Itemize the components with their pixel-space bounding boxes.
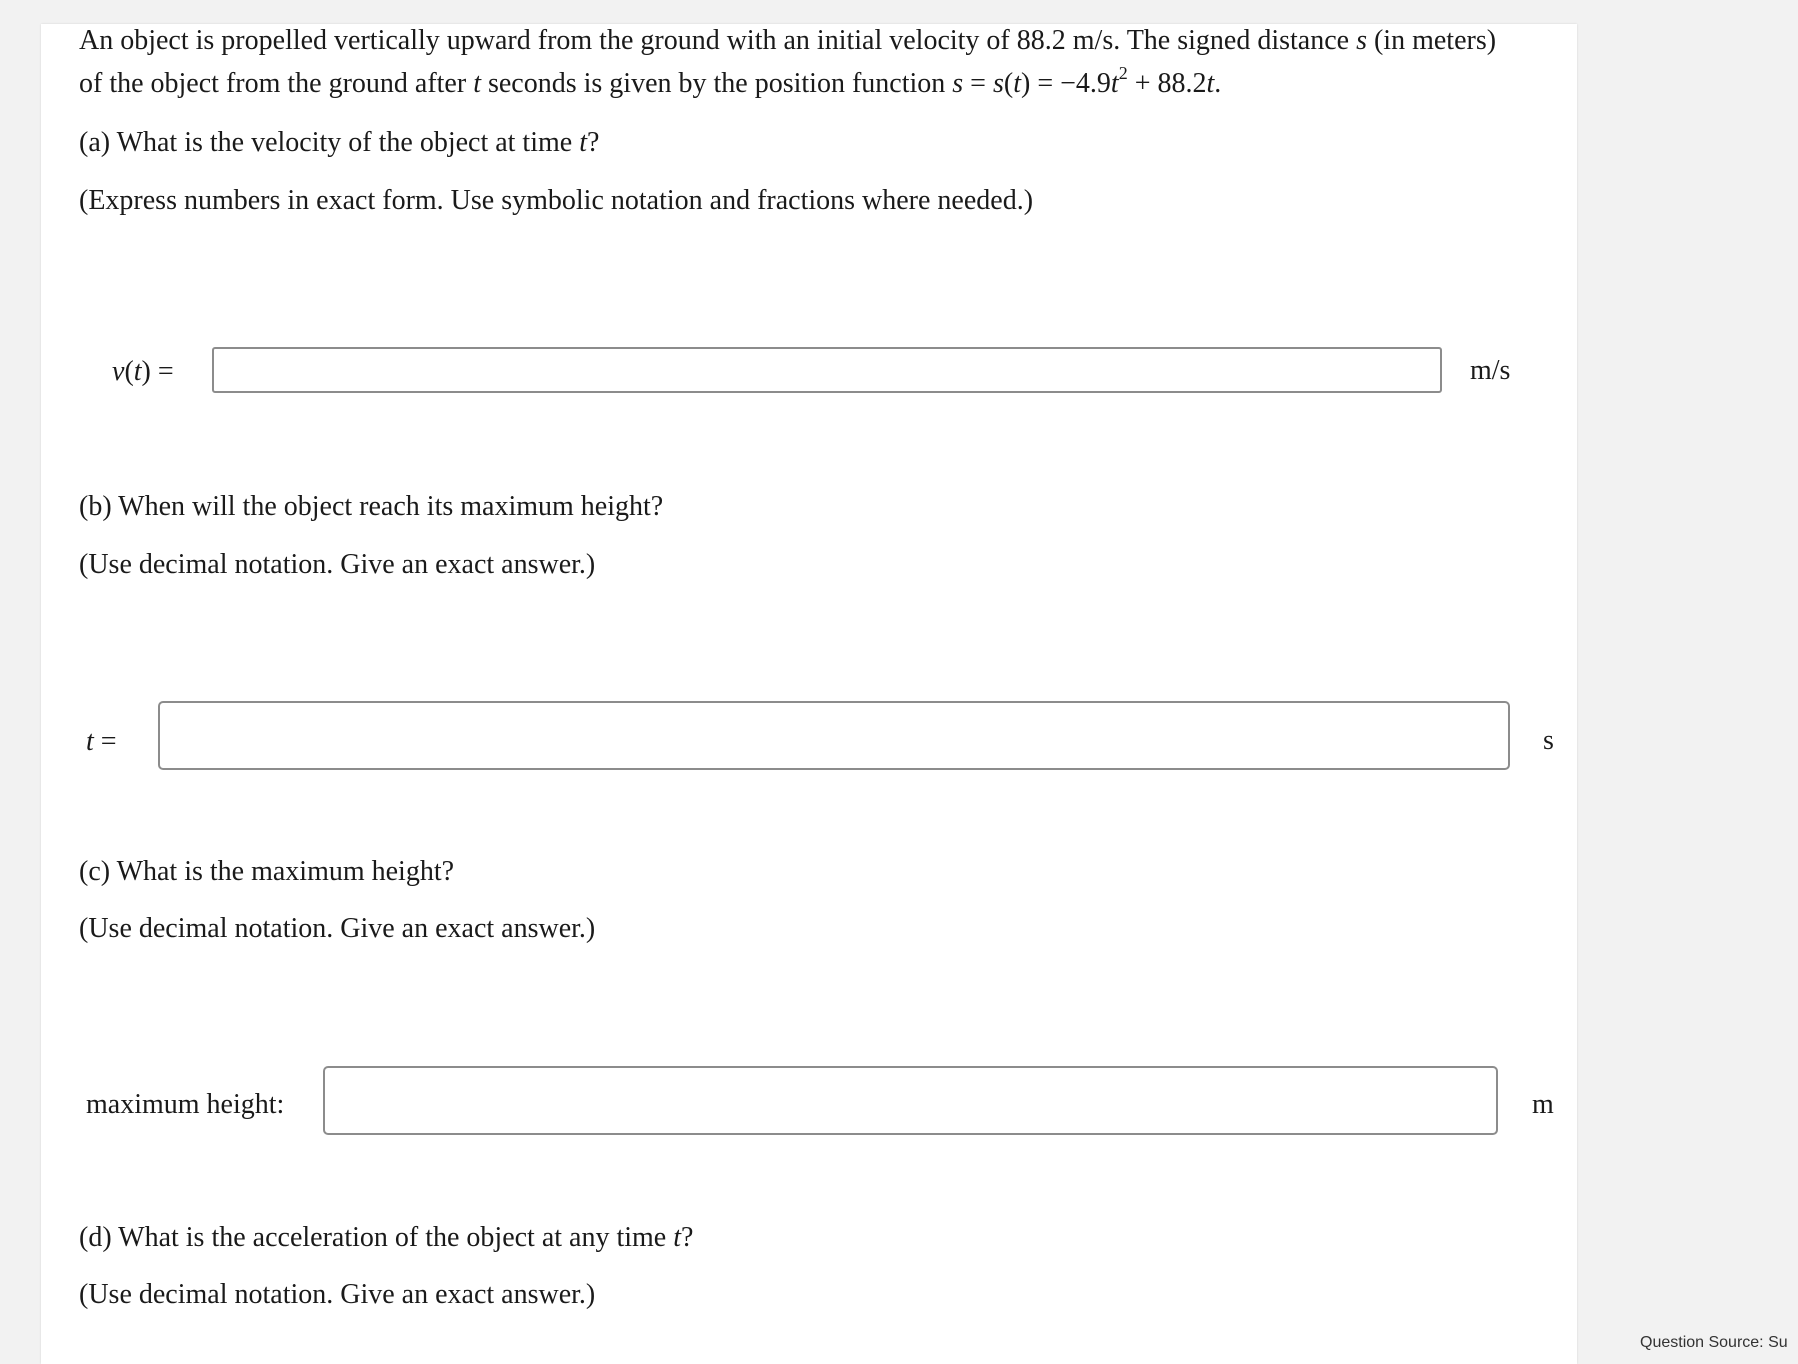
- problem-line-2: of the object from the ground after t seconds is given by the position function $s = s(t) = -4.9t^2 + 88.2t$.: [79, 62, 1222, 99]
- max-height-label: maximum height:: [86, 1089, 285, 1120]
- velocity-func: v: [112, 356, 125, 387]
- part-d-question: [79, 1216, 693, 1260]
- formula-eq: =: [970, 68, 986, 99]
- velocity-label: v(t) =: [112, 356, 174, 387]
- question-card: [41, 24, 1577, 1364]
- time-input[interactable]: [158, 701, 1510, 770]
- formula-s: s: [952, 68, 964, 99]
- variable-t: t: [133, 356, 142, 387]
- part-b-question: (b) When will the object reach its maximum height?: [79, 491, 664, 522]
- problem-text: of the object from the ground after: [79, 68, 467, 99]
- problem-text: (in meters): [1373, 25, 1497, 56]
- problem-text: seconds is given by the position function: [487, 68, 946, 99]
- formula-plus: + 88.2: [1134, 68, 1207, 99]
- velocity-unit: m/s: [1470, 355, 1511, 386]
- velocity-input[interactable]: [212, 347, 1442, 393]
- equals-sign: =: [100, 726, 117, 757]
- variable-t: t: [86, 726, 94, 757]
- time-unit: s: [1543, 725, 1554, 756]
- variable-t: t: [473, 68, 481, 99]
- formula-t: t: [1110, 68, 1119, 99]
- part-d-instruction: (Use decimal notation. Give an exact answer.): [79, 1279, 596, 1310]
- question-mark: ?: [681, 1222, 694, 1253]
- formula-period: .: [1214, 68, 1222, 99]
- question-mark: ?: [586, 127, 600, 158]
- part-b-instruction: (Use decimal notation. Give an exact answer.): [79, 549, 596, 580]
- variable-t: t: [673, 1222, 682, 1253]
- formula-t: t: [1013, 68, 1021, 99]
- formula-s-func: s: [992, 68, 1004, 99]
- question-text: (a) What is the velocity of the object at time: [79, 127, 573, 158]
- variable-t: t: [579, 127, 587, 158]
- formula-exponent: 2: [1118, 62, 1128, 83]
- max-height-unit: m: [1532, 1089, 1554, 1120]
- part-c-instruction: (Use decimal notation. Give an exact answer.): [79, 913, 596, 944]
- problem-line-1: [79, 19, 1496, 63]
- variable-s: s: [1356, 25, 1367, 56]
- formula-t: t: [1206, 68, 1215, 99]
- max-height-input[interactable]: [323, 1066, 1498, 1135]
- question-text: (d) What is the acceleration of the object at any time: [79, 1222, 667, 1253]
- part-c-question: (c) What is the maximum height?: [79, 856, 455, 887]
- part-a-instruction: (Express numbers in exact form. Use symbolic notation and fractions where needed.): [79, 185, 1034, 216]
- question-source: Question Source: Su: [1640, 1334, 1788, 1351]
- formula-coef: = −4.9: [1037, 68, 1111, 99]
- problem-text: An object is propelled vertically upward from the ground with an initial velocity of 88.2 m/s. The signed distance: [79, 25, 1350, 56]
- time-label: [86, 720, 117, 764]
- part-a-question: [79, 121, 599, 165]
- equals-sign: =: [157, 356, 174, 387]
